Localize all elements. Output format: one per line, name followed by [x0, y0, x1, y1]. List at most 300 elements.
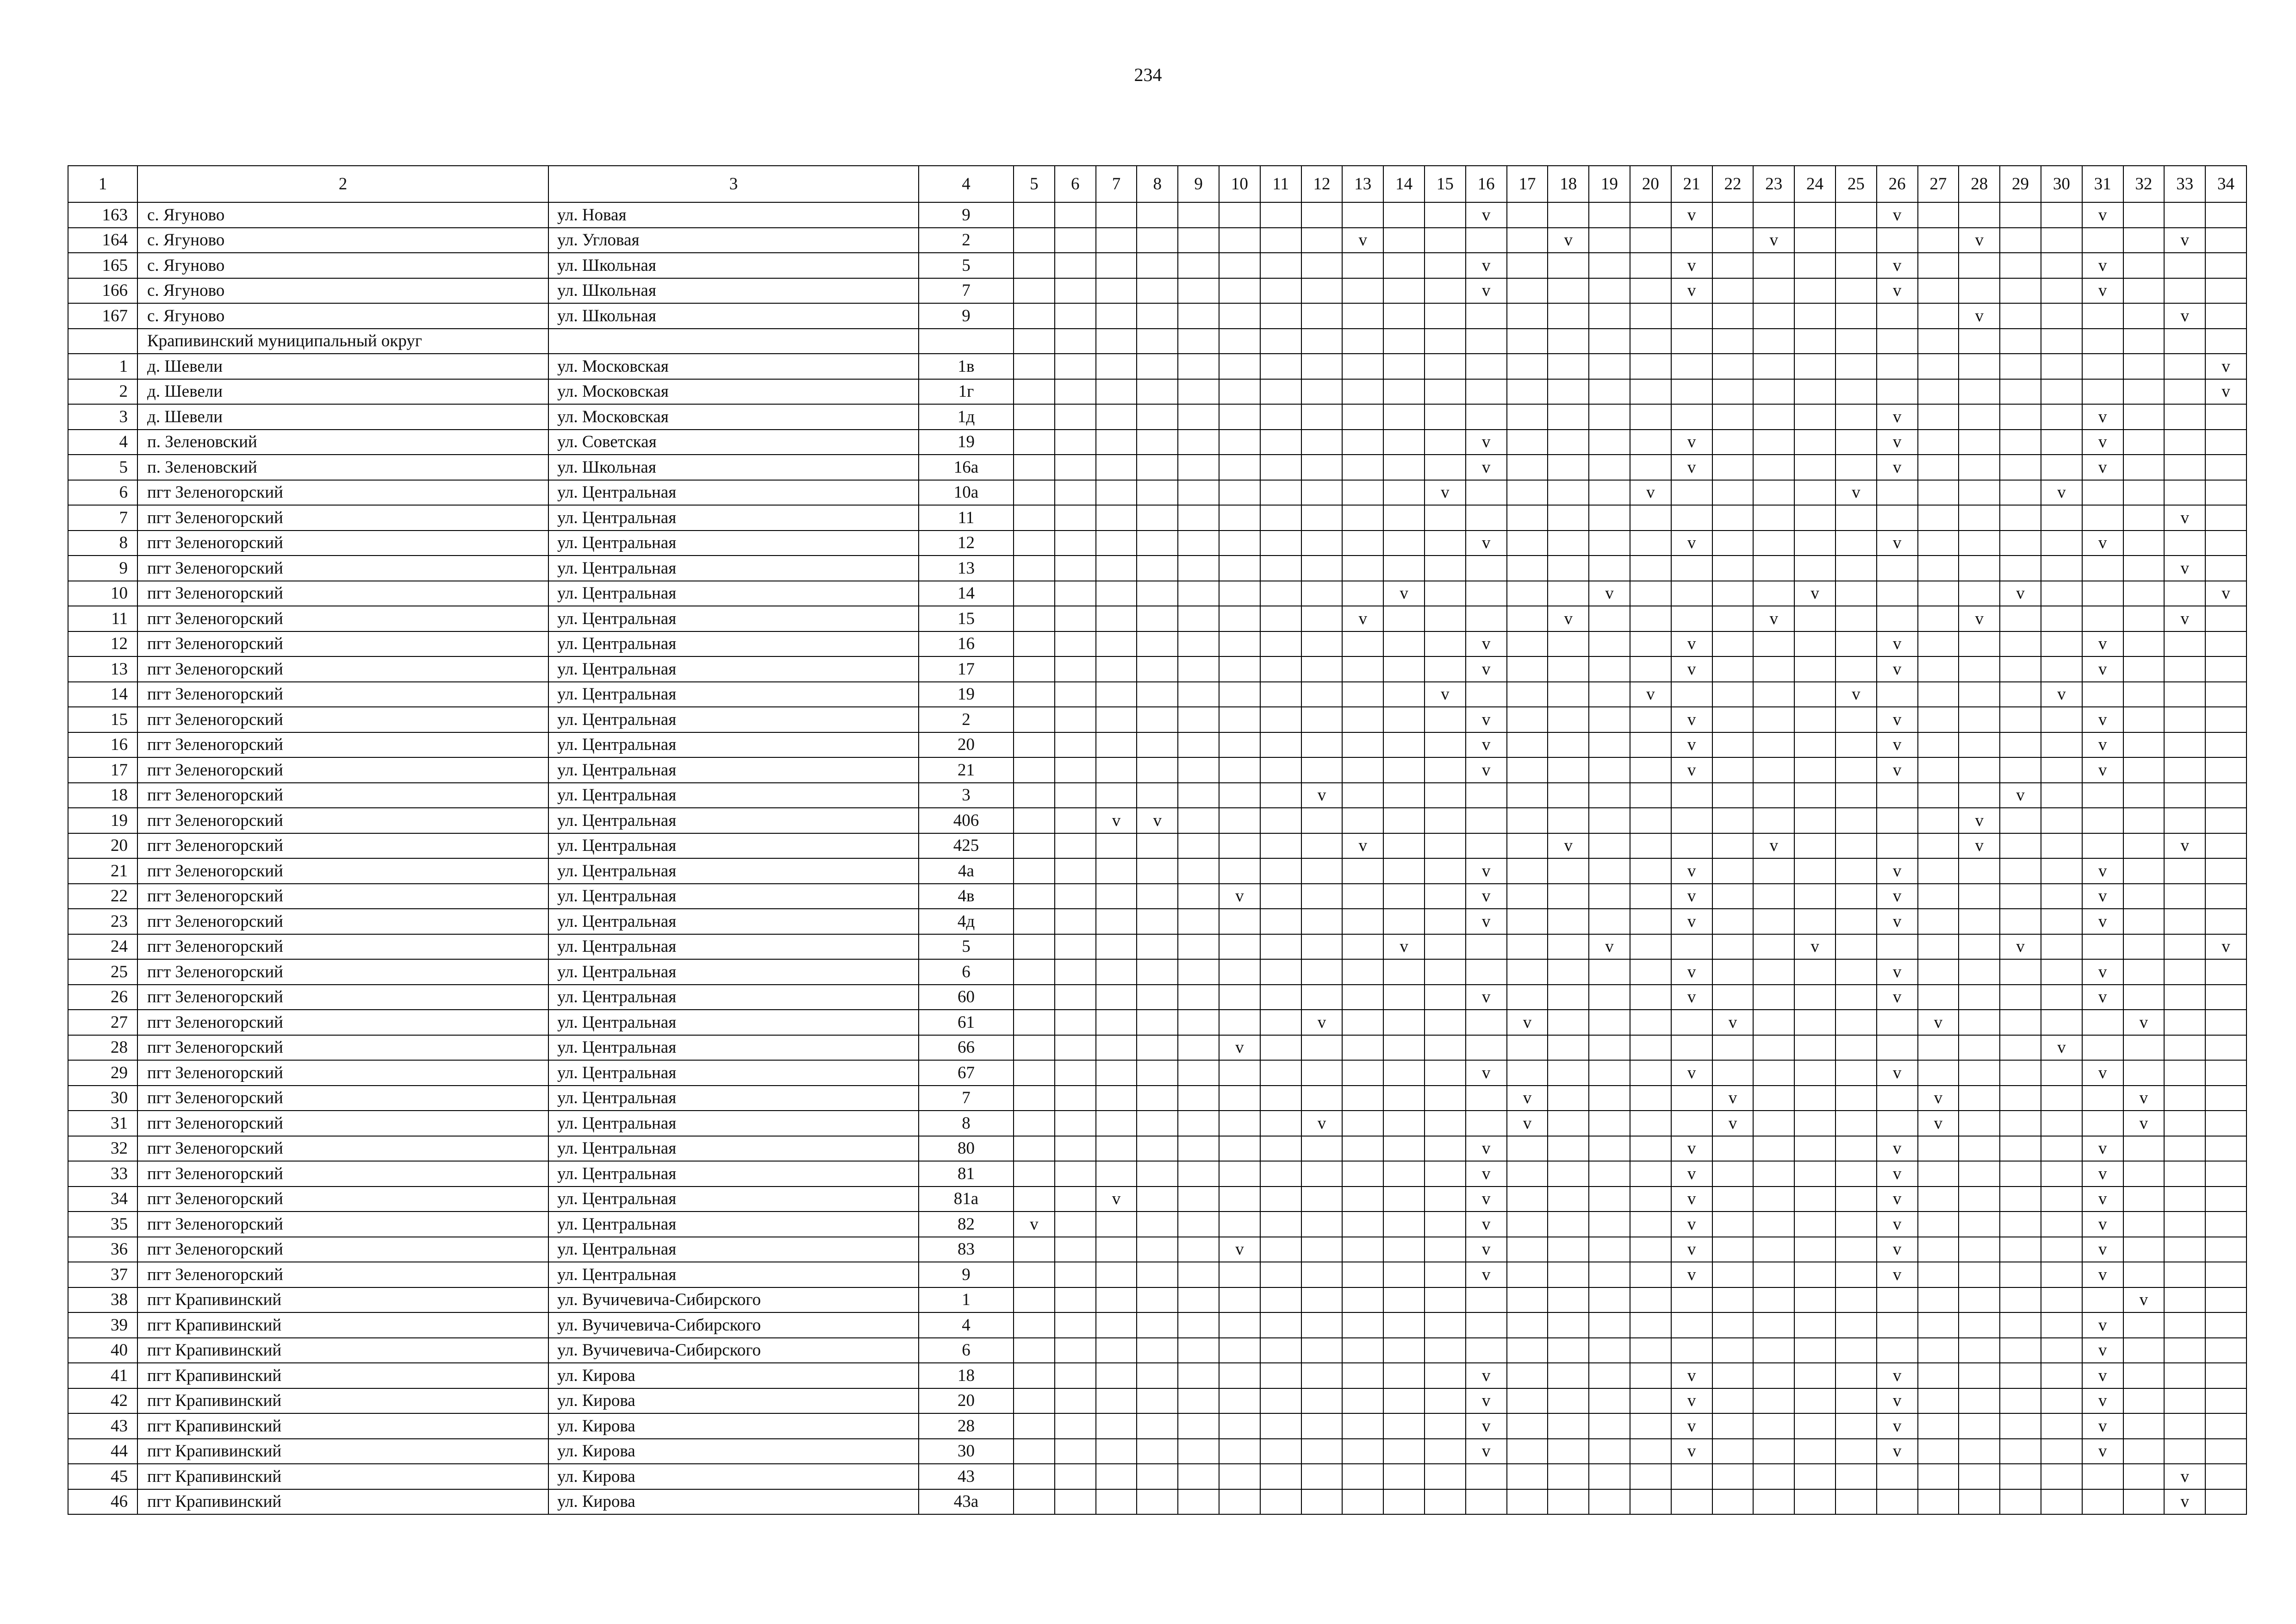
mark-cell	[1178, 1439, 1219, 1464]
mark-cell	[1918, 1161, 1959, 1187]
mark-cell	[1137, 581, 1178, 606]
mark-cell	[1178, 1237, 1219, 1262]
mark-cell	[1219, 757, 1260, 783]
mark-cell	[1342, 1489, 1383, 1515]
mark-cell	[1383, 202, 1425, 228]
mark-cell	[1877, 354, 1918, 379]
mark-cell: v	[1671, 1237, 1712, 1262]
mark-cell	[1630, 1086, 1671, 1111]
mark-cell	[1548, 505, 1589, 531]
mark-cell	[1425, 329, 1466, 354]
street-cell: ул. Центральная	[548, 858, 919, 884]
row-number: 166	[68, 278, 137, 304]
mark-cell	[1507, 1287, 1548, 1313]
mark-cell	[1219, 934, 1260, 960]
row-number: 41	[68, 1363, 137, 1388]
mark-cell	[1096, 959, 1137, 985]
mark-cell	[1548, 480, 1589, 506]
mark-cell	[1712, 303, 1754, 329]
mark-cell	[1959, 1363, 2000, 1388]
mark-cell	[1918, 1388, 1959, 1414]
mark-cell	[1425, 884, 1466, 909]
mark-cell	[1178, 985, 1219, 1010]
mark-cell	[1055, 1338, 1096, 1363]
mark-cell	[2000, 1287, 2041, 1313]
mark-cell	[1055, 253, 1096, 278]
mark-cell	[1507, 1464, 1548, 1489]
mark-cell	[1959, 985, 2000, 1010]
mark-cell: v	[1466, 1161, 1507, 1187]
mark-cell	[1096, 1111, 1137, 1136]
house-cell: 60	[919, 985, 1014, 1010]
street-cell: ул. Кирова	[548, 1388, 919, 1414]
mark-cell	[1425, 1388, 1466, 1414]
mark-cell	[1548, 1111, 1589, 1136]
mark-cell	[1383, 455, 1425, 480]
mark-cell	[2000, 505, 2041, 531]
mark-cell	[1219, 1439, 1260, 1464]
mark-cell	[1260, 1262, 1301, 1287]
row-number: 20	[68, 833, 137, 859]
mark-cell	[1877, 379, 1918, 405]
mark-cell	[1260, 884, 1301, 909]
mark-cell	[1260, 1010, 1301, 1035]
mark-cell: v	[2082, 884, 2123, 909]
mark-cell	[1877, 1338, 1918, 1363]
mark-cell	[1589, 858, 1630, 884]
mark-cell	[1548, 430, 1589, 455]
mark-cell	[1219, 1489, 1260, 1515]
mark-cell	[1342, 202, 1383, 228]
mark-cell	[1959, 1086, 2000, 1111]
mark-cell	[1301, 808, 1343, 833]
mark-cell	[2205, 1086, 2246, 1111]
mark-cell	[1383, 253, 1425, 278]
mark-cell	[1753, 631, 1794, 657]
street-cell: ул. Кирова	[548, 1439, 919, 1464]
mark-cell	[1753, 303, 1794, 329]
mark-cell	[1630, 1464, 1671, 1489]
mark-cell: v	[1466, 985, 1507, 1010]
mark-cell	[1877, 682, 1918, 707]
mark-cell	[1918, 934, 1959, 960]
mark-cell	[1137, 631, 1178, 657]
mark-cell	[1712, 631, 1754, 657]
mark-cell	[1425, 783, 1466, 808]
house-cell	[919, 329, 1014, 354]
mark-cell	[1014, 985, 1055, 1010]
street-cell: ул. Центральная	[548, 707, 919, 732]
mark-cell: v	[1877, 202, 1918, 228]
mark-cell	[1794, 884, 1836, 909]
street-cell: ул. Центральная	[548, 656, 919, 682]
mark-cell	[2205, 1439, 2246, 1464]
mark-cell	[1014, 1413, 1055, 1439]
mark-cell	[1425, 707, 1466, 732]
house-cell: 406	[919, 808, 1014, 833]
mark-cell	[1589, 228, 1630, 253]
mark-cell	[1383, 1237, 1425, 1262]
mark-cell	[2000, 228, 2041, 253]
mark-cell	[1096, 1161, 1137, 1187]
mark-cell	[1425, 909, 1466, 934]
mark-cell	[2123, 228, 2165, 253]
mark-cell	[1877, 1035, 1918, 1061]
mark-cell	[1096, 202, 1137, 228]
mark-cell	[1096, 1489, 1137, 1515]
mark-cell	[1794, 631, 1836, 657]
mark-cell	[1383, 531, 1425, 556]
mark-cell: v	[2082, 1262, 2123, 1287]
mark-cell	[1055, 1237, 1096, 1262]
mark-cell	[1548, 656, 1589, 682]
mark-cell	[1753, 682, 1794, 707]
mark-cell	[1918, 1212, 1959, 1237]
mark-cell: v	[1466, 631, 1507, 657]
mark-cell	[2123, 379, 2165, 405]
mark-cell	[2205, 430, 2246, 455]
mark-cell	[1219, 329, 1260, 354]
house-cell: 1д	[919, 404, 1014, 430]
mark-cell	[1630, 1489, 1671, 1515]
mark-cell	[2205, 303, 2246, 329]
mark-cell	[1137, 934, 1178, 960]
mark-cell	[1548, 909, 1589, 934]
mark-cell	[1507, 1338, 1548, 1363]
mark-cell	[1342, 430, 1383, 455]
mark-cell	[1383, 707, 1425, 732]
mark-cell	[1507, 228, 1548, 253]
row-number: 167	[68, 303, 137, 329]
mark-cell	[1096, 1237, 1137, 1262]
mark-cell: v	[1466, 1136, 1507, 1162]
mark-cell	[1260, 1413, 1301, 1439]
mark-cell	[1178, 480, 1219, 506]
mark-cell	[1836, 253, 1877, 278]
mark-cell: v	[1877, 1388, 1918, 1414]
mark-cell	[1178, 1111, 1219, 1136]
mark-cell	[1301, 505, 1343, 531]
mark-cell: v	[1671, 1363, 1712, 1388]
mark-cell	[1836, 1136, 1877, 1162]
mark-cell	[1712, 253, 1754, 278]
mark-cell	[2205, 1338, 2246, 1363]
locality-cell: с. Ягуново	[137, 202, 548, 228]
mark-cell	[1137, 455, 1178, 480]
street-cell: ул. Центральная	[548, 581, 919, 606]
locality-cell: пгт Зеленогорский	[137, 858, 548, 884]
mark-cell	[1096, 833, 1137, 859]
mark-cell	[1342, 1212, 1383, 1237]
table-row	[68, 1388, 2246, 1414]
mark-cell	[1671, 354, 1712, 379]
mark-cell	[1014, 1262, 1055, 1287]
mark-cell	[1301, 959, 1343, 985]
mark-cell	[1671, 1035, 1712, 1061]
mark-cell	[1301, 379, 1343, 405]
mark-cell	[2164, 1136, 2205, 1162]
mark-cell	[1712, 808, 1754, 833]
row-number: 16	[68, 732, 137, 758]
mark-cell: v	[1877, 1363, 1918, 1388]
mark-cell	[1918, 909, 1959, 934]
mark-cell	[1096, 278, 1137, 304]
mark-cell	[1260, 556, 1301, 581]
mark-cell	[1836, 606, 1877, 631]
mark-cell: v	[1877, 884, 1918, 909]
mark-cell	[1014, 505, 1055, 531]
mark-cell	[1507, 329, 1548, 354]
mark-cell	[2164, 455, 2205, 480]
mark-cell	[1383, 656, 1425, 682]
row-number: 6	[68, 480, 137, 506]
mark-cell	[1342, 1287, 1383, 1313]
locality-cell: пгт Зеленогорский	[137, 606, 548, 631]
mark-cell	[1014, 656, 1055, 682]
mark-cell	[2082, 1086, 2123, 1111]
mark-cell: v	[1918, 1086, 1959, 1111]
row-number: 44	[68, 1439, 137, 1464]
mark-cell	[1630, 354, 1671, 379]
mark-cell	[1630, 656, 1671, 682]
mark-cell	[1877, 833, 1918, 859]
mark-cell: v	[1918, 1010, 1959, 1035]
mark-cell	[1548, 1136, 1589, 1162]
mark-cell	[1794, 858, 1836, 884]
street-cell: ул. Центральная	[548, 1262, 919, 1287]
locality-cell: пгт Крапивинский	[137, 1287, 548, 1313]
mark-cell	[1630, 757, 1671, 783]
mark-cell	[1507, 631, 1548, 657]
table-row	[68, 480, 2246, 506]
mark-cell	[2000, 379, 2041, 405]
mark-cell	[1383, 1338, 1425, 1363]
mark-cell	[1589, 1262, 1630, 1287]
mark-cell: v	[2082, 455, 2123, 480]
house-cell: 43	[919, 1464, 1014, 1489]
mark-cell	[1507, 1060, 1548, 1086]
table-row	[68, 379, 2246, 405]
mark-cell	[1589, 985, 1630, 1010]
mark-cell	[1096, 430, 1137, 455]
mark-cell	[1671, 1086, 1712, 1111]
mark-cell	[2164, 1262, 2205, 1287]
mark-cell	[1548, 858, 1589, 884]
mark-cell	[1301, 1035, 1343, 1061]
mark-cell: v	[2082, 707, 2123, 732]
locality-cell: пгт Крапивинский	[137, 1439, 548, 1464]
mark-cell	[1794, 682, 1836, 707]
mark-cell	[1260, 404, 1301, 430]
house-cell: 10а	[919, 480, 1014, 506]
house-cell: 5	[919, 934, 1014, 960]
mark-cell: v	[1877, 959, 1918, 985]
mark-cell: v	[1507, 1111, 1548, 1136]
mark-cell: v	[2082, 430, 2123, 455]
house-cell: 4в	[919, 884, 1014, 909]
mark-cell	[2205, 631, 2246, 657]
mark-cell	[1630, 1035, 1671, 1061]
mark-cell	[1836, 1312, 1877, 1338]
mark-cell: v	[1630, 480, 1671, 506]
mark-cell	[1178, 1312, 1219, 1338]
mark-cell	[1712, 455, 1754, 480]
mark-cell	[1342, 707, 1383, 732]
mark-cell	[1466, 505, 1507, 531]
mark-cell	[2000, 808, 2041, 833]
mark-cell	[1753, 909, 1794, 934]
header-cell: 15	[1425, 166, 1466, 202]
mark-cell	[1836, 303, 1877, 329]
mark-cell	[1753, 581, 1794, 606]
mark-cell	[1753, 1413, 1794, 1439]
mark-cell	[1342, 909, 1383, 934]
mark-cell	[1342, 480, 1383, 506]
mark-cell	[1055, 1212, 1096, 1237]
row-number: 37	[68, 1262, 137, 1287]
mark-cell: v	[1466, 1187, 1507, 1212]
mark-cell	[1466, 556, 1507, 581]
mark-cell	[1219, 1363, 1260, 1388]
mark-cell	[1918, 959, 1959, 985]
mark-cell	[1507, 783, 1548, 808]
mark-cell: v	[1301, 1010, 1343, 1035]
street-cell: ул. Московская	[548, 379, 919, 405]
mark-cell	[1507, 833, 1548, 859]
mark-cell	[1383, 783, 1425, 808]
house-cell: 14	[919, 581, 1014, 606]
mark-cell	[1055, 808, 1096, 833]
mark-cell: v	[2082, 1312, 2123, 1338]
mark-cell	[1096, 556, 1137, 581]
mark-cell	[1548, 707, 1589, 732]
mark-cell: v	[1671, 1388, 1712, 1414]
mark-cell	[1630, 858, 1671, 884]
mark-cell	[1712, 858, 1754, 884]
mark-cell	[1507, 606, 1548, 631]
mark-cell	[1096, 858, 1137, 884]
mark-cell	[1507, 1439, 1548, 1464]
mark-cell	[2041, 1111, 2082, 1136]
mark-cell	[1918, 1363, 1959, 1388]
mark-cell: v	[1671, 757, 1712, 783]
mark-cell	[1794, 783, 1836, 808]
locality-cell: пгт Зеленогорский	[137, 1035, 548, 1061]
mark-cell	[1794, 1237, 1836, 1262]
mark-cell	[2041, 833, 2082, 859]
mark-cell	[2000, 1035, 2041, 1061]
mark-cell: v	[1877, 858, 1918, 884]
mark-cell	[1959, 656, 2000, 682]
mark-cell	[1548, 1060, 1589, 1086]
mark-cell	[1671, 1287, 1712, 1313]
mark-cell	[1342, 1060, 1383, 1086]
mark-cell	[1342, 934, 1383, 960]
mark-cell	[2205, 808, 2246, 833]
mark-cell	[1425, 1439, 1466, 1464]
mark-cell	[1260, 833, 1301, 859]
mark-cell	[1425, 379, 1466, 405]
mark-cell	[1794, 303, 1836, 329]
mark-cell	[1178, 556, 1219, 581]
mark-cell	[1836, 202, 1877, 228]
mark-cell	[2123, 303, 2165, 329]
mark-cell	[1137, 329, 1178, 354]
mark-cell	[1425, 1136, 1466, 1162]
mark-cell	[1219, 909, 1260, 934]
mark-cell	[1096, 1010, 1137, 1035]
mark-cell	[1918, 1035, 1959, 1061]
mark-cell	[1342, 1010, 1383, 1035]
mark-cell	[1219, 404, 1260, 430]
mark-cell: v	[1877, 757, 1918, 783]
mark-cell	[1096, 985, 1137, 1010]
mark-cell	[2205, 1212, 2246, 1237]
mark-cell	[1466, 1010, 1507, 1035]
mark-cell	[1260, 1212, 1301, 1237]
mark-cell: v	[1836, 480, 1877, 506]
mark-cell	[1014, 329, 1055, 354]
street-cell: ул. Центральная	[548, 1187, 919, 1212]
mark-cell	[1630, 253, 1671, 278]
mark-cell	[1014, 379, 1055, 405]
mark-cell	[1383, 631, 1425, 657]
street-cell: ул. Школьная	[548, 278, 919, 304]
mark-cell	[1178, 1035, 1219, 1061]
mark-cell	[1178, 606, 1219, 631]
mark-cell	[2205, 1035, 2246, 1061]
mark-cell	[1918, 884, 1959, 909]
mark-cell	[1548, 1489, 1589, 1515]
mark-cell: v	[2082, 404, 2123, 430]
house-cell: 4а	[919, 858, 1014, 884]
mark-cell	[1753, 985, 1794, 1010]
mark-cell	[1425, 1035, 1466, 1061]
mark-cell	[1959, 329, 2000, 354]
row-number: 165	[68, 253, 137, 278]
street-cell: ул. Центральная	[548, 757, 919, 783]
mark-cell	[1794, 1312, 1836, 1338]
mark-cell: v	[2082, 959, 2123, 985]
mark-cell	[1959, 858, 2000, 884]
header-cell: 32	[2123, 166, 2165, 202]
table-row	[68, 1237, 2246, 1262]
house-cell: 9	[919, 202, 1014, 228]
mark-cell	[1055, 606, 1096, 631]
mark-cell	[1178, 732, 1219, 758]
mark-cell	[1959, 959, 2000, 985]
mark-cell	[1301, 833, 1343, 859]
mark-cell	[1178, 1212, 1219, 1237]
mark-cell	[1836, 1413, 1877, 1439]
mark-cell	[2041, 531, 2082, 556]
mark-cell	[2164, 480, 2205, 506]
mark-cell	[1014, 1464, 1055, 1489]
mark-cell	[1836, 1111, 1877, 1136]
mark-cell	[1342, 253, 1383, 278]
mark-cell	[1794, 1035, 1836, 1061]
mark-cell: v	[1342, 228, 1383, 253]
mark-cell	[1219, 783, 1260, 808]
mark-cell	[2041, 858, 2082, 884]
header-cell: 20	[1630, 166, 1671, 202]
mark-cell	[2082, 1010, 2123, 1035]
mark-cell	[1671, 1312, 1712, 1338]
mark-cell: v	[1671, 985, 1712, 1010]
mark-cell	[1383, 1489, 1425, 1515]
mark-cell	[1794, 202, 1836, 228]
locality-cell: пгт Крапивинский	[137, 1489, 548, 1515]
